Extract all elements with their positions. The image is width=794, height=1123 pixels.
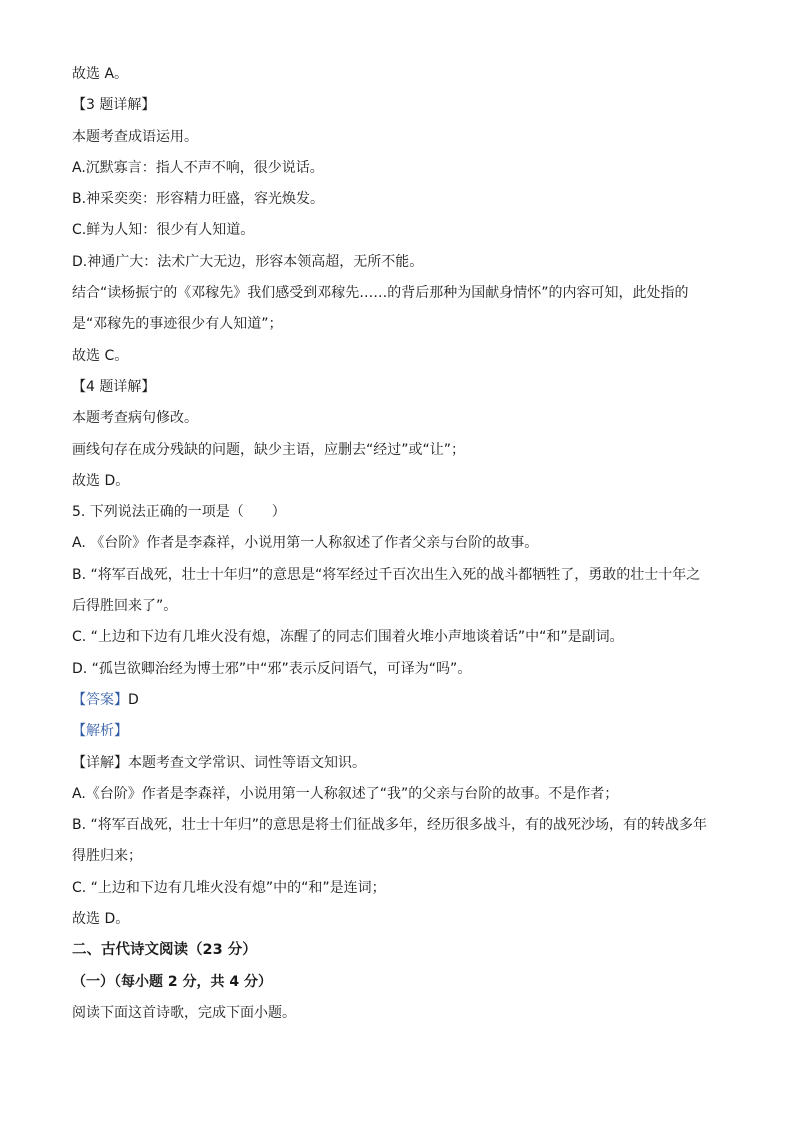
option-c-line: C. “上边和下边有几堆火没有熄”中的“和”是连词； <box>72 879 386 896</box>
option-c-line: C.鲜为人知：很少有人知道。 <box>72 222 255 239</box>
option-b-line: B.神采奕奕：形容精力旺盛，容光焕发。 <box>72 191 325 208</box>
detail-tag-label: 详解 <box>86 754 114 771</box>
analysis-row <box>72 721 722 752</box>
question-4-detail-heading: 【4 题详解】 <box>72 378 156 395</box>
option-d-line: D.神通广大：法术广大无边，形容本领高超，无所不能。 <box>72 253 424 270</box>
analysis-tag: 【解析】 <box>72 723 128 740</box>
text-line: 画线句存在成分残缺的问题，缺少主语，应删去“经过”或“让”； <box>72 441 466 458</box>
text-line: 本题考查病句修改。 <box>72 410 198 427</box>
detail-text: 本题考查文学常识、词性等语文知识。 <box>128 754 366 771</box>
answer-line: 故选 A。 <box>72 66 129 82</box>
answer-tag-label: 答案 <box>86 691 114 708</box>
answer-row <box>72 690 722 721</box>
question-3-detail-heading: 【3 题详解】 <box>72 97 156 114</box>
option-c-line: C. “上边和下边有几堆火没有熄，冻醒了的同志们围着火堆小声地谈着话”中“和”是副词。 <box>72 629 624 646</box>
detail-row: 【详解】本题考查文学常识、词性等语文知识。 <box>72 754 366 771</box>
option-a-line: A.《台阶》作者是李森祥，小说用第一人称叙述了“我”的父亲与台阶的故事。不是作者； <box>72 785 619 802</box>
answer-value: D <box>128 691 139 708</box>
text-line: 是“邓稼先的事迹很少有人知道”； <box>72 316 283 333</box>
answer-line: 故选 D。 <box>72 911 130 928</box>
answer-line: 故选 C。 <box>72 347 129 364</box>
option-a-line: A.沉默寡言：指人不声不响，很少说话。 <box>72 159 324 176</box>
text-line: 结合“读杨振宁的《邓稼先》我们感受到邓稼先……的背后那种为国献身情怀”的内容可知，此处指的 <box>72 285 689 302</box>
subsection-heading: （一）（每小题 2 分，共 4 分） <box>72 973 272 990</box>
option-b-line: B. “将军百战死，壮士十年归”的意思是将士们征战多年，经历很多战斗，有的战死沙场，有的转战多年 <box>72 817 708 834</box>
question-5-stem: 5. 下列说法正确的一项是（ ） <box>72 504 286 521</box>
option-a-line: A. 《台阶》作者是李森祥，小说用第一人称叙述了作者父亲与台阶的故事。 <box>72 535 539 552</box>
text-line: 本题考查成语运用。 <box>72 128 198 145</box>
document-page <box>72 64 722 1034</box>
answer-tag: 【答案】 <box>72 691 128 708</box>
text-line: 后得胜回来了”。 <box>72 598 178 615</box>
option-b-line: B. “将军百战死，壮士十年归”的意思是“将军经过千百次出生入死的战斗都牺牲了，勇敢的壮士十年之 <box>72 566 701 583</box>
option-d-line: D. “孤岂欲卿治经为博士邪”中“邪”表示反问语气，可译为“吗”。 <box>72 660 472 677</box>
section-heading: 二、古代诗文阅读（23 分） <box>72 942 257 959</box>
answer-line: 故选 D。 <box>72 472 130 489</box>
analysis-tag-label: 解析 <box>86 723 114 740</box>
text-line: 得胜归来； <box>72 848 142 865</box>
instruction-line: 阅读下面这首诗歌，完成下面小题。 <box>72 1004 296 1021</box>
